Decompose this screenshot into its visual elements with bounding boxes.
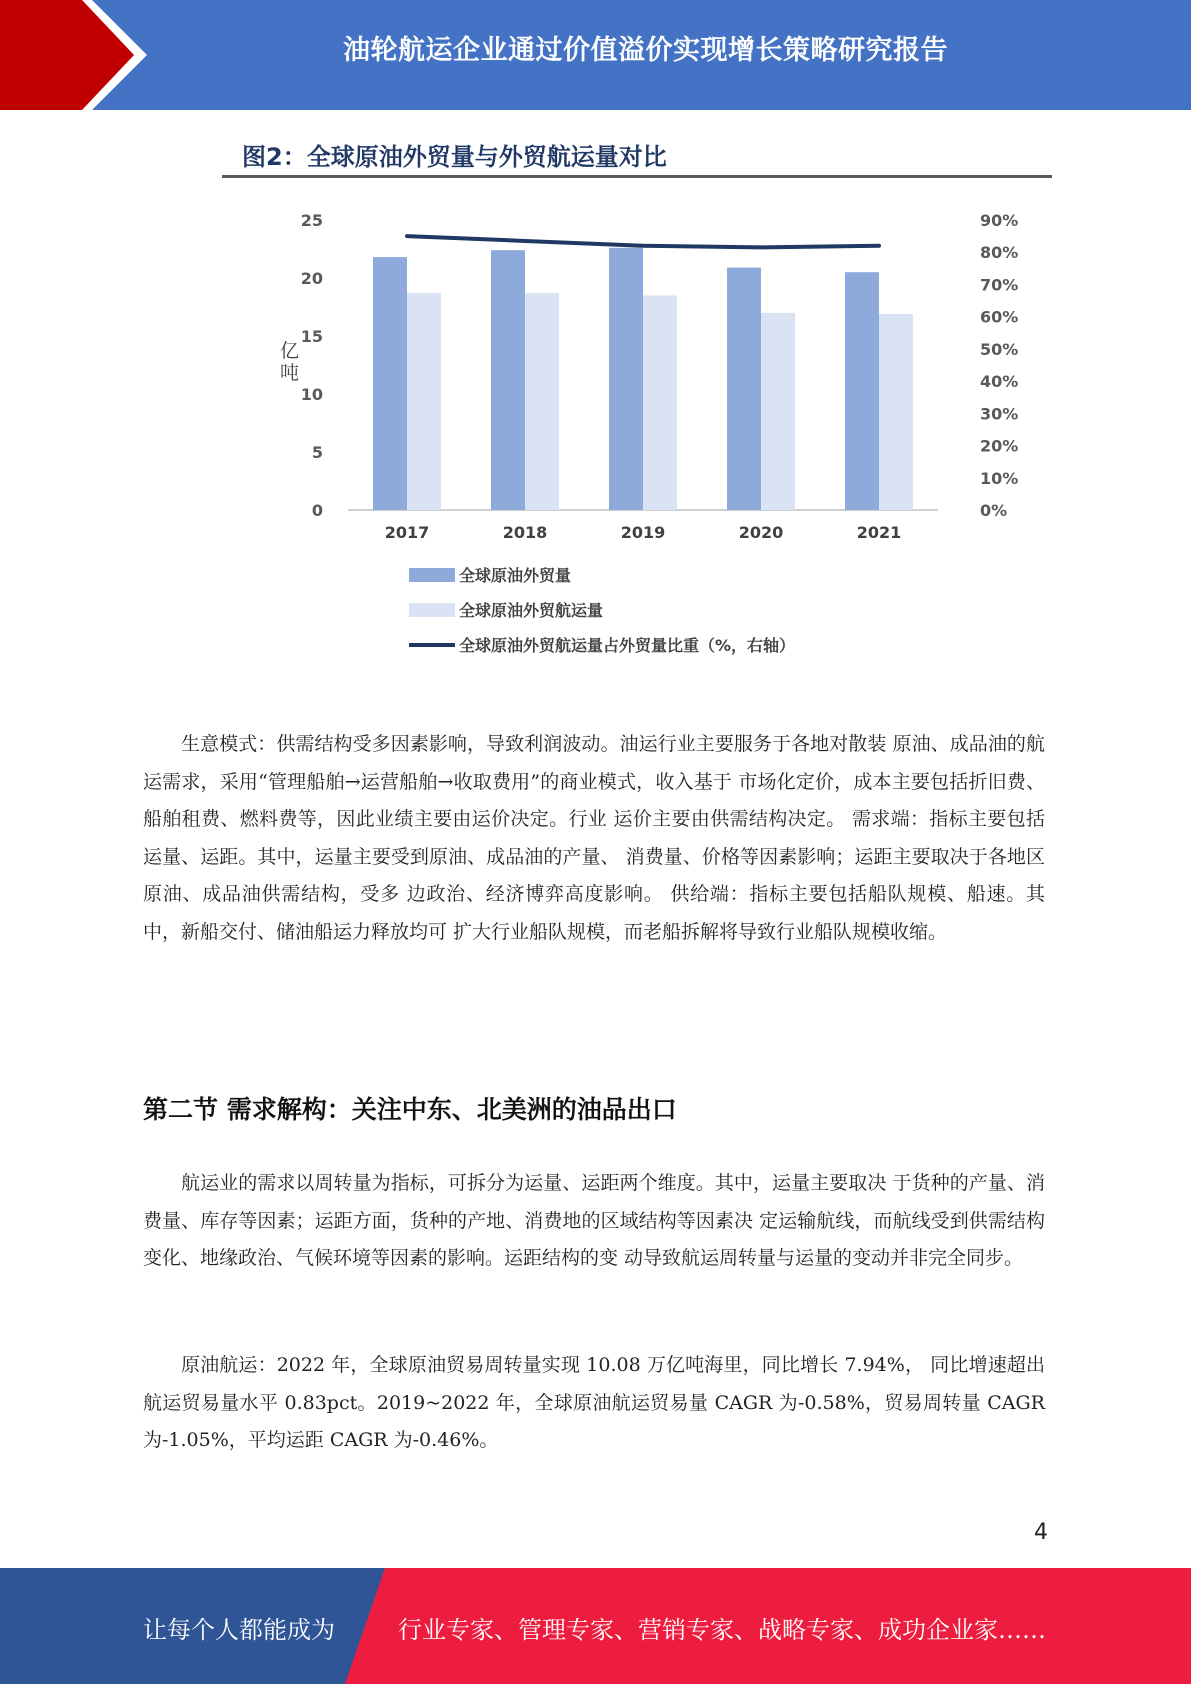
chart-svg: [0, 120, 1191, 680]
paragraph-demand: 航运业的需求以周转量为指标，可拆分为运量、运距两个维度。其中，运量主要取决 于货种的产量、消费量、库存等因素；运距方面，货种的产地、消费地的区域结构等因素决 定运输航线，而航线受到供需结构变化、地缘政治、气候环境等因素的影响。运距结构的变 动导致航运周转量与运量的变动并非完全同步。: [143, 1172, 1045, 1269]
bar-crude-trade-volume: [727, 268, 761, 510]
header-chevron-icon: [0, 0, 150, 110]
y2-tick-label: 50%: [980, 339, 1019, 359]
y2-tick-label: 80%: [980, 243, 1019, 263]
x-tick-label: 2021: [856, 523, 902, 542]
y-tick-label: 15: [300, 327, 323, 346]
x-tick-label: 2020: [738, 523, 784, 542]
bar-crude-shipping-volume: [407, 293, 441, 510]
bar-crude-trade-volume: [845, 272, 879, 510]
bar-crude-trade-volume: [491, 250, 525, 510]
bar-crude-shipping-volume: [761, 313, 795, 510]
legend-swatch-shipping-volume: [409, 603, 455, 617]
section-title: 第二节 需求解构：关注中东、北美洲的油品出口: [143, 1095, 677, 1124]
y2-tick-label: 30%: [980, 404, 1019, 424]
paragraph-crude-shipping: 原油航运：2022 年，全球原油贸易周转量实现 10.08 万亿吨海里，同比增长 7.94%， 同比增速超出航运贸易量水平 0.83pct。2019~2022 年，全球原油航运贸易量 CAGR 为-0.58%，贸易周转量 CAGR 为-1.05%，平均运距 CAGR 为-0.46%。: [143, 1354, 1045, 1451]
y2-tick-label: 90%: [980, 211, 1019, 230]
figure-2: [0, 120, 1191, 680]
legend-label: 全球原油外贸量: [459, 566, 572, 585]
bar-crude-shipping-volume: [525, 293, 559, 510]
bar-crude-trade-volume: [609, 248, 643, 510]
footer-roles: 行业专家、管理专家、营销专家、战略专家、成功企业家……: [398, 1616, 1046, 1644]
footer-banner: [0, 1568, 1191, 1684]
y2-tick-label: 60%: [980, 307, 1019, 327]
chart-title-underline: [222, 175, 1052, 178]
line-shipping-share: [407, 236, 879, 247]
footer-slogan: 让每个人都能成为: [143, 1616, 335, 1644]
y-tick-label: 25: [300, 211, 323, 230]
bar-crude-shipping-volume: [879, 314, 913, 510]
y-tick-label: 0: [311, 501, 323, 520]
legend-label: 全球原油外贸航运量占外贸量比重（%，右轴）: [459, 636, 796, 655]
y2-tick-label: 0%: [980, 501, 1008, 520]
page-number: 4: [1034, 1520, 1048, 1545]
bar-crude-trade-volume: [373, 257, 407, 510]
legend-swatch-trade-volume: [409, 568, 455, 582]
y-tick-label: 10: [300, 385, 323, 404]
y2-tick-label: 10%: [980, 468, 1019, 488]
legend-label: 全球原油外贸航运量: [459, 601, 604, 620]
bar-crude-shipping-volume: [643, 295, 677, 510]
x-tick-label: 2018: [502, 523, 548, 542]
y2-tick-label: 40%: [980, 372, 1019, 392]
x-tick-label: 2019: [620, 523, 666, 542]
y-tick-label: 5: [311, 443, 323, 462]
y-axis-label: 亿吨: [280, 340, 300, 384]
x-tick-label: 2017: [384, 523, 430, 542]
paragraph-business-model: 生意模式：供需结构受多因素影响，导致利润波动。油运行业主要服务于各地对散装 原油、成品油的航运需求，采用“管理船舶→运营船舶→收取费用”的商业模式，收入基于 市场化定价，成本主要包括折旧费、船舶租费、燃料费等，因此业绩主要由运价决定。行业 运价主要由供需结构决定。 需求端：指标主要包括运量、运距。其中，运量主要受到原油、成品油的产量、 消费量、价格等因素影响；运距主要取决于各地区原油、成品油供需结构，受多 边政治、经济博弈高度影响。 供给端：指标主要包括船队规模、船速。其中，新船交付、储油船运力释放均可 扩大行业船队规模，而老船拆解将导致行业船队规模收缩。: [143, 733, 1045, 943]
y-tick-label: 20: [300, 269, 323, 288]
header-banner: [0, 0, 1191, 110]
chart-title: 图2：全球原油外贸量与外贸航运量对比: [242, 143, 667, 171]
y2-tick-label: 70%: [980, 275, 1019, 295]
report-title: 油轮航运企业通过价值溢价实现增长策略研究报告: [343, 35, 948, 66]
y2-tick-label: 20%: [980, 436, 1019, 456]
